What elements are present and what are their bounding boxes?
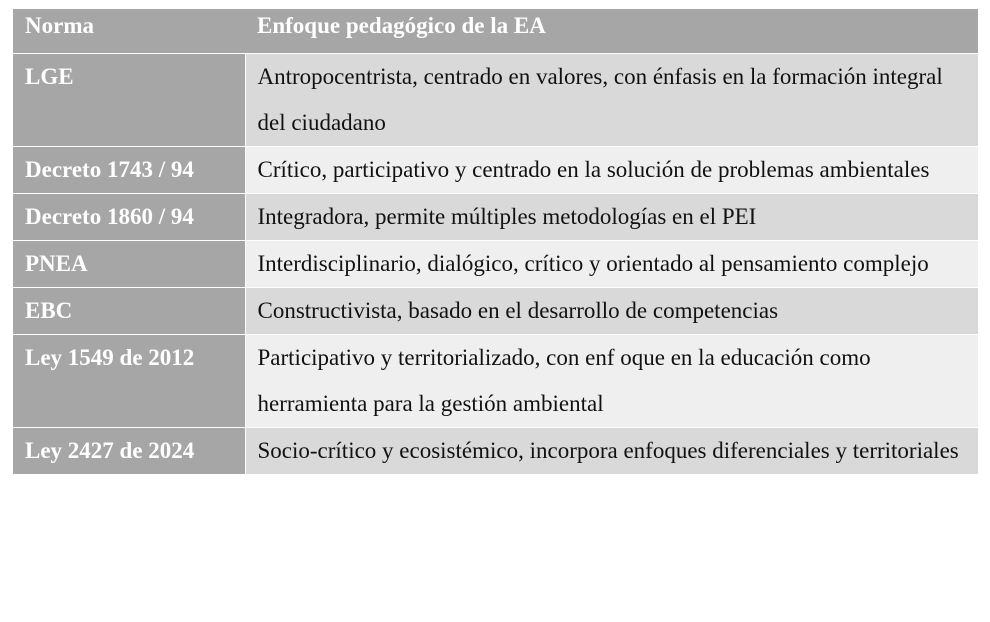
cell-enfoque: Interdisciplinario, dialógico, crítico y orientado al pensamiento complejo	[245, 241, 978, 288]
cell-norma: Ley 2427 de 2024	[13, 428, 245, 475]
table-row	[13, 54, 978, 147]
cell-norma: Ley 1549 de 2012	[13, 335, 245, 428]
cell-enfoque: Socio-crítico y ecosistémico, incorpora enfoques diferenciales y territoriales	[245, 428, 978, 475]
cell-norma: Decreto 1860 / 94	[13, 194, 245, 241]
cell-enfoque: Antropocentrista, centrado en valores, con énfasis en la formación integral del ciudadano	[245, 54, 978, 147]
table-row	[13, 428, 978, 475]
norms-table	[13, 8, 978, 474]
cell-norma: LGE	[13, 54, 245, 147]
table-row	[13, 288, 978, 335]
cell-enfoque: Constructivista, basado en el desarrollo de competencias	[245, 288, 978, 335]
cell-enfoque: Participativo y territorializado, con enf oque en la educación como herramienta para la gestión ambiental	[245, 335, 978, 428]
cell-norma: EBC	[13, 288, 245, 335]
cell-enfoque: Integradora, permite múltiples metodologías en el PEI	[245, 194, 978, 241]
header-norma: Norma	[13, 9, 245, 54]
table-header-row	[13, 9, 978, 54]
table-row	[13, 335, 978, 428]
table-row	[13, 241, 978, 288]
cell-norma: PNEA	[13, 241, 245, 288]
table-row	[13, 194, 978, 241]
cell-norma: Decreto 1743 / 94	[13, 147, 245, 194]
cell-enfoque: Crítico, participativo y centrado en la solución de problemas ambientales	[245, 147, 978, 194]
table-row	[13, 147, 978, 194]
norms-table-container	[13, 8, 978, 474]
header-enfoque: Enfoque pedagógico de la EA	[245, 9, 978, 54]
